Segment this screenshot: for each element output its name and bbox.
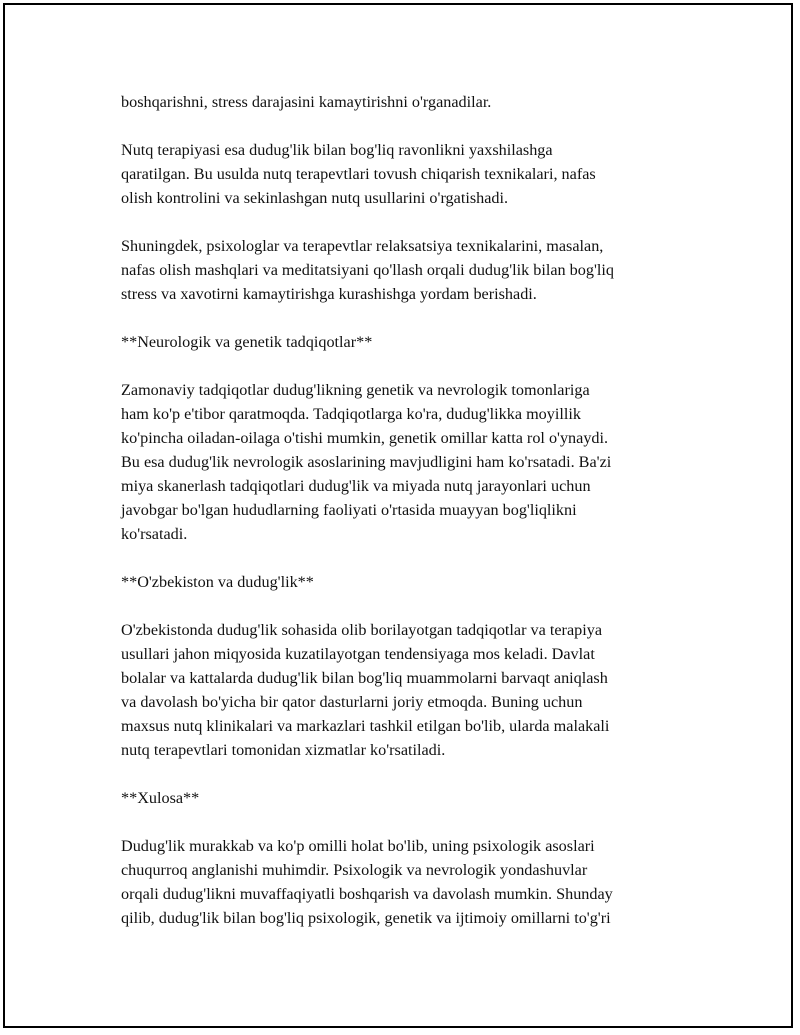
- section-heading: [121, 786, 691, 810]
- paragraph: [121, 234, 691, 306]
- text-line: qilib, dudug'lik bilan bog'liq psixologik, genetik va ijtimoiy omillarni to'g'ri: [121, 909, 611, 927]
- text-line: usullari jahon miqyosida kuzatilayotgan tendensiyaga mos keladi. Davlat: [121, 645, 595, 663]
- text-line: ko'rsatadi.: [121, 525, 188, 543]
- text-line: chuqurroq anglanishi muhimdir. Psixologik va nevrologik yondashuvlar: [121, 861, 588, 879]
- text-line: **Neurologik va genetik tadqiqotlar**: [121, 333, 373, 351]
- text-line: qaratilgan. Bu usulda nutq terapevtlari tovush chiqarish texnikalari, nafas: [121, 165, 596, 183]
- text-line: nafas olish mashqlari va meditatsiyani qo'llash orqali dudug'lik bilan bog'liq: [121, 261, 614, 279]
- paragraph: [121, 618, 691, 762]
- text-line: orqali dudug'likni muvaffaqiyatli boshqarish va davolash mumkin. Shunday: [121, 885, 613, 903]
- text-line: ham ko'p e'tibor qaratmoqda. Tadqiqotlarga ko'ra, dudug'likka moyillik: [121, 405, 581, 423]
- section-heading: [121, 330, 691, 354]
- paragraph: [121, 834, 691, 930]
- paragraph: [121, 378, 691, 546]
- text-line: va davolash bo'yicha bir qator dasturlarni joriy etmoqda. Buning uchun: [121, 693, 583, 711]
- text-line: bolalar va kattalarda dudug'lik bilan bog'liq muammolarni barvaqt aniqlash: [121, 669, 608, 687]
- section-heading: [121, 570, 691, 594]
- text-line: olish kontrolini va sekinlashgan nutq usullarini o'rgatishadi.: [121, 189, 509, 207]
- text-line: Dudug'lik murakkab va ko'p omilli holat bo'lib, uning psixologik asoslari: [121, 837, 595, 855]
- text-line: Shuningdek, psixologlar va terapevtlar relaksatsiya texnikalarini, masalan,: [121, 237, 604, 255]
- text-line: O'zbekistonda dudug'lik sohasida olib borilayotgan tadqiqotlar va terapiya: [121, 621, 603, 639]
- paragraph: [121, 138, 691, 210]
- text-line: stress va xavotirni kamaytirishga kurashishga yordam berishadi.: [121, 285, 537, 303]
- text-line: javobgar bo'lgan hududlarning faoliyati o'rtasida muayyan bog'liqlikni: [121, 501, 577, 519]
- text-line: miya skanerlash tadqiqotlari dudug'lik va miyada nutq jarayonlari uchun: [121, 477, 591, 495]
- text-line: ko'pincha oiladan-oilaga o'tishi mumkin, genetik omillar katta rol o'ynaydi.: [121, 429, 609, 447]
- document-page: [3, 3, 793, 1028]
- text-line: Zamonaviy tadqiqotlar dudug'likning genetik va nevrologik tomonlariga: [121, 381, 590, 399]
- text-line: **O'zbekiston va dudug'lik**: [121, 573, 314, 591]
- paragraph: [121, 90, 691, 114]
- text-line: Nutq terapiyasi esa dudug'lik bilan bog'liq ravonlikni yaxshilashga: [121, 141, 553, 159]
- text-line: **Xulosa**: [121, 789, 200, 807]
- text-line: Bu esa dudug'lik nevrologik asoslarining mavjudligini ham ko'rsatadi. Ba'zi: [121, 453, 612, 471]
- text-line: nutq terapevtlari tomonidan xizmatlar ko'rsatiladi.: [121, 741, 446, 759]
- text-line: boshqarishni, stress darajasini kamaytirishni o'rganadilar.: [121, 93, 492, 111]
- text-line: maxsus nutq klinikalari va markazlari tashkil etilgan bo'lib, ularda malakali: [121, 717, 610, 735]
- document-body: [121, 90, 691, 954]
